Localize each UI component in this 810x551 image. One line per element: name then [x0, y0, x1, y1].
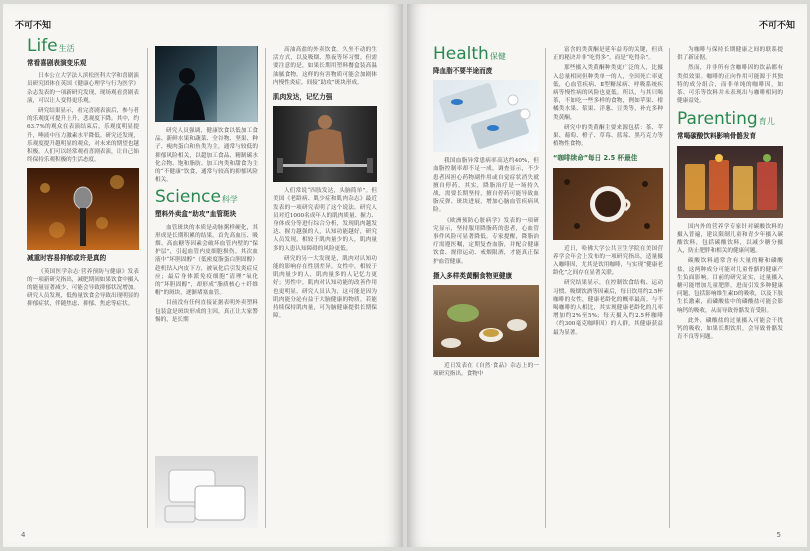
- medicine-pills-photo: [433, 80, 539, 152]
- athlete-photo: [273, 106, 377, 182]
- article-comedy-body: 日本公立大学法人滨松医科大学和喜剧演员研究团体在英国《健康心理学与行为医学》杂志发表的一项新研究发现，现场观看喜剧表演，可以让人变得更乐观。 研究结果显示，看完喜剧表演后，参与者的乐观度可提升上升，悲观度下降。其中，约63.7%的观众在表演结束后，乐观度明显提升，唾液中压力激素水平降低。研究还发现，乐观度提升越明显的观众，对未来的期望也越积极。人们可以经常观看喜剧表演，让自己始终保持乐观积极的生活态度。: [27, 73, 139, 164]
- article-diet-depression-body-cont: 研究人员强调，健康饮食以低加工食品、新鲜水果和蔬菜、全谷物、坚果、种子、瘦肉蛋白和鱼类为主，通常与较低的抑郁风险相关，以超加工食品、精制碳水化合物、饱和脂肪、加工肉类和甜食为主的“不健康”饮食，通常与较高的抑郁风险相关。: [155, 128, 258, 184]
- coffee-column: [553, 46, 663, 538]
- article-plastic-box-body-cont: 高油高盐的外卖饮食。久坐不动的生活方式，以及吸烟、熬夜等坏习惯。但需要注意的是，如果长期用塑料餐盒装高温油腻食物，这样的有害物质可能会加剧体内慢性炎症，间接“助攻”斑块形成。: [273, 47, 377, 86]
- article-coffee-body-cont: 为咖啡与保持长期健康之间的联系提供了新证据。 然而，并非所有含咖啡因的饮品都有类似效果。咖啡的正向作用可能源于其独特的成分组合，而非单纯的咖啡因，如茶、可乐等饮料并未表现出与咖啡相同的健康益处。: [677, 47, 783, 105]
- sitting-person-icon: [155, 46, 258, 122]
- column-divider: [265, 48, 266, 528]
- microphone-photo: [27, 168, 139, 250]
- section-title-health: Health保健: [433, 44, 506, 64]
- headline-muscle-memory: 肌肉发达，记忆力强: [273, 93, 333, 102]
- headline-flavonoid: 摄入多样类黄酮食物更健康: [433, 271, 513, 280]
- page-number: 4: [21, 531, 26, 539]
- headline-soda: 常喝碳酸饮料影响骨骼发育: [677, 132, 757, 141]
- soda-drinks-photo: [677, 146, 783, 218]
- article-muscle-memory-body: 人们常说“四肢发达，头脑简单”。但美国《老龄病、肌少症和肌肉杂志》最近发表的一项研究表明了这个说法。研究人员对近1000名成年人的肌肉质量、握力、身体成分等进行综合分析，发现肌肉越发达、握力越强的人，认知功能越好，研究人员发现，相较于肌肉量少的人，肌肉量多的人患认知障碍的风险更低。 研究的另一大发现是，肌肉对认知功能的影响存在性别差异。女性中，相较于肌肉量少的人，肌肉量多的人记忆力更好；男性中，肌肉对认知功能的改善作用也更明显。研究人员认为，这可能是因为肌肉能分泌有益于大脑健康的物质。若能持续保持肌肉量，可为脑健康提供长期保障。: [273, 188, 377, 320]
- section-title-parenting: Parenting育儿: [677, 109, 775, 130]
- article-lipid-body: 我国血脂异常患病率高达约40%，但血脂控制率却不足一成。调查显示，不少患者因担心药物副作用或自觉症状消失就擅自停药。其实，降脂治疗是一场持久战，需要长期坚持，擅自停药可能导致血脂反弹、斑块进展，增加心脑血管疾病风险。 《欧洲预防心脏病学》发表的一项研究显示，坚持服用降脂药的患者，心血管事件风险可显著降低。专家提醒，降脂治疗需遵医嘱，定期复查血脂，并配合健康饮食、规律运动、戒烟限酒，才能真正保护血管健康。: [433, 158, 539, 265]
- microphone-icon: [27, 168, 139, 250]
- article-plastic-box-body: 血管斑块的本质是动脉粥样硬化，其形成是长期积累的结果。首先高血压、吸烟、高血糖等因素会破坏血管内壁的“保护层”，引起血管内皮细胞损伤。其次血液中“坏胆固醇”（低密度脂蛋白胆固醇）趁机钻入内皮下方，被氧化后引发炎症反应；最后身体派免疫细胞“清理”氧化的“坏胆固醇”，却形成“脂质核心＋纤维帽”的斑块，逐渐堵塞血管。 目前没有任何直接证据表明外卖塑料包装盒是斑块形成的主因，真正让大家警惕的，是长期: [155, 224, 258, 323]
- coffee-photo: [553, 168, 663, 240]
- sad-woman-photo: [155, 46, 258, 122]
- article-flavonoid-body: 近日发表在《自然·食品》杂志上的一项研究指出，食物中: [433, 363, 539, 378]
- parenting-column: [677, 46, 783, 538]
- section-title-life: Life生活: [27, 36, 75, 56]
- article-flavonoid-body-cont: 富含的类黄酮是延年益寿的关键，但真正的秘诀并非“吃得多”，而是“吃得杂”。 那些摄入类黄酮种类更广泛的人，比摄入总量相同但种类单一的人，全因死亡率更低，心血管疾病、Ⅱ型糖尿病、呼吸系统疾病等慢性病的风险也更低。所以，与其只喝茶，不如吃一些多样的食物，例如苹果、柑橘类水果、浆果、洋葱、豆类等，补充多种类黄酮。 研究中的类黄酮主要来源包括：茶、苹果、葡萄、橙子、草莓、蓝莓、黑巧克力等植物性食物。: [553, 47, 663, 148]
- article-coffee-body: 近日，哈佛大学公共卫生学院在美国营养学会年会上发布的一项研究指出，适量摄入咖啡因，尤其是饮用咖啡，与实现“健康老龄化”之间存在显著关联。 研究结果显示，在控制饮食结构、运动习惯、吸烟饮酒等因素后，每日饮用约2.5杯咖啡的女性，健康老龄化的概率最高。与不喝咖啡的人相比，其实现健康老龄化的几率增加约2%至5%；每天摄入约2.5杯咖啡（约300毫克咖啡因）的人群，其健康获益最为显著。: [553, 245, 663, 336]
- article-soda-body: 国内外的营养学专家针对碳酸饮料的摄入普遍，建议限制儿童和青少年摄入碳酸饮料，包括碳酸饮料，以减少糖分摄入，防止肥胖和相关的健康问题。 碳酸饮料通常含有大量的糖和磷酸盐，这两种成分可能对儿童骨骼的健康产生负面影响。目前的研究证实，过量摄入糖可能增加儿童肥胖，进而引发多种健康问题，包括影响维生素D的吸收，以及下肢生长激素，而磷酸盐中的磷酸盐可能会影响钙的吸收，从而导致骨骼发育受阻。 此外，磷酸盐的过量摄入可能会干扰钙的吸收，如果长期饮用，会导致骨骼发育不良等问题。: [677, 223, 783, 341]
- column-divider: [545, 48, 546, 528]
- tea-photo: [433, 285, 539, 357]
- magazine-header: 不可不知: [758, 21, 795, 31]
- headline-diet-depression: 减重时容易抑郁或许是真的: [27, 254, 107, 263]
- headline-lipid: 降血脂不要半途而废: [433, 67, 493, 75]
- column-divider: [147, 48, 148, 528]
- section-title-science: Science科学: [155, 187, 238, 208]
- takeout-box-photo: [155, 456, 258, 528]
- health-column: [433, 46, 539, 538]
- article-diet-depression-body: 《英国医学杂志·营养预防与健康》发表的一项新研究指出，减肥期间如果饮食中摄入的能量显著减少，可能会导致抑郁状况增加。研究人员发现，低热量饮食会导致出现明显的抑郁症状，伴随焦虑、抑郁、焦虑等症状。: [27, 268, 139, 308]
- muscle-column: [273, 46, 377, 538]
- page-number: 5: [776, 531, 781, 539]
- teacup-icon: [433, 285, 539, 357]
- right-page: [407, 4, 807, 547]
- cocktail-glasses-icon: [677, 146, 783, 218]
- headline-plastic-box: 塑料外卖盒“助攻”血管斑块: [155, 210, 237, 219]
- life-column: [27, 38, 139, 538]
- science-column: [155, 46, 258, 538]
- column-divider: [669, 48, 670, 528]
- pill-blister-icon: [433, 80, 539, 152]
- coffee-cup-icon: [553, 168, 663, 240]
- plastic-container-icon: [155, 456, 258, 528]
- left-page: [3, 4, 403, 547]
- headline-comedy: 常看喜剧表演变乐观: [27, 59, 87, 67]
- magazine-header: 不可不知: [15, 21, 52, 31]
- weightlifter-icon: [273, 106, 377, 182]
- headline-coffee: “咖啡续命”每日 2.5 杯最佳: [553, 154, 638, 163]
